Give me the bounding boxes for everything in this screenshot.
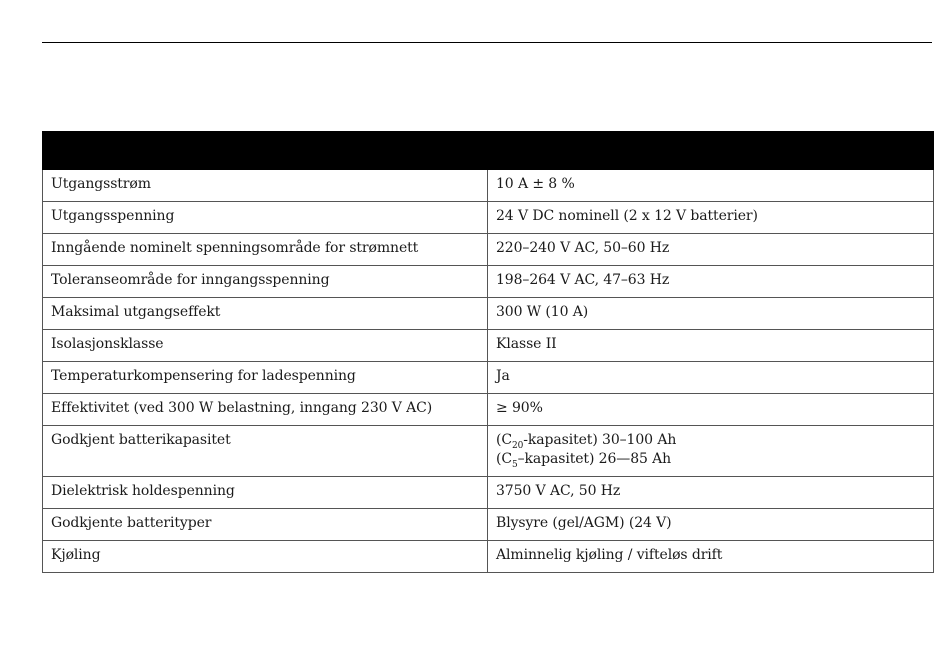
spec-label: Isolasjonsklasse xyxy=(43,330,488,362)
spec-value: 24 V DC nominell (2 x 12 V batterier) xyxy=(488,202,934,234)
specifications-table xyxy=(42,131,934,573)
table-header-cell xyxy=(43,132,488,170)
spec-value: 3750 V AC, 50 Hz xyxy=(488,477,934,509)
spec-value: ≥ 90% xyxy=(488,394,934,426)
spec-value xyxy=(488,426,934,477)
spec-value: Blysyre (gel/AGM) (24 V) xyxy=(488,509,934,541)
spec-label: Utgangsspenning xyxy=(43,202,488,234)
table-header-cell xyxy=(488,132,934,170)
spec-value: 300 W (10 A) xyxy=(488,298,934,330)
table-row xyxy=(43,394,934,426)
spec-value: 220–240 V AC, 50–60 Hz xyxy=(488,234,934,266)
table-row xyxy=(43,266,934,298)
spec-label: Inngående nominelt spenningsområde for strømnett xyxy=(43,234,488,266)
spec-label: Godkjente batterityper xyxy=(43,509,488,541)
spec-value: Ja xyxy=(488,362,934,394)
table-row xyxy=(43,330,934,362)
spec-label: Godkjent batterikapasitet xyxy=(43,426,488,477)
spec-value: Alminnelig kjøling / vifteløs drift xyxy=(488,541,934,573)
spec-label: Dielektrisk holdespenning xyxy=(43,477,488,509)
table-row xyxy=(43,362,934,394)
spec-label: Maksimal utgangseffekt xyxy=(43,298,488,330)
table-row xyxy=(43,426,934,477)
table-header-row xyxy=(43,132,934,170)
spec-value: 10 A ± 8 % xyxy=(488,170,934,202)
table-row xyxy=(43,509,934,541)
spec-value: Klasse II xyxy=(488,330,934,362)
spec-label: Toleranseområde for inngangsspenning xyxy=(43,266,488,298)
table-row xyxy=(43,170,934,202)
table-row xyxy=(43,477,934,509)
table-row xyxy=(43,541,934,573)
capacity-c20-line: $(C_{20}-kapasitet)$ 30–100 Ah xyxy=(496,432,677,451)
table-row xyxy=(43,202,934,234)
table-row xyxy=(43,234,934,266)
top-rule xyxy=(42,42,932,43)
capacity-c5-line: $(C_5-kapasitet)$ 26—85 Ah xyxy=(496,451,672,470)
spec-value: 198–264 V AC, 47–63 Hz xyxy=(488,266,934,298)
spec-label: Kjøling xyxy=(43,541,488,573)
spec-label: Utgangsstrøm xyxy=(43,170,488,202)
spec-label: Temperaturkompensering for ladespenning xyxy=(43,362,488,394)
table-row xyxy=(43,298,934,330)
spec-label: Effektivitet (ved 300 W belastning, inngang 230 V AC) xyxy=(43,394,488,426)
